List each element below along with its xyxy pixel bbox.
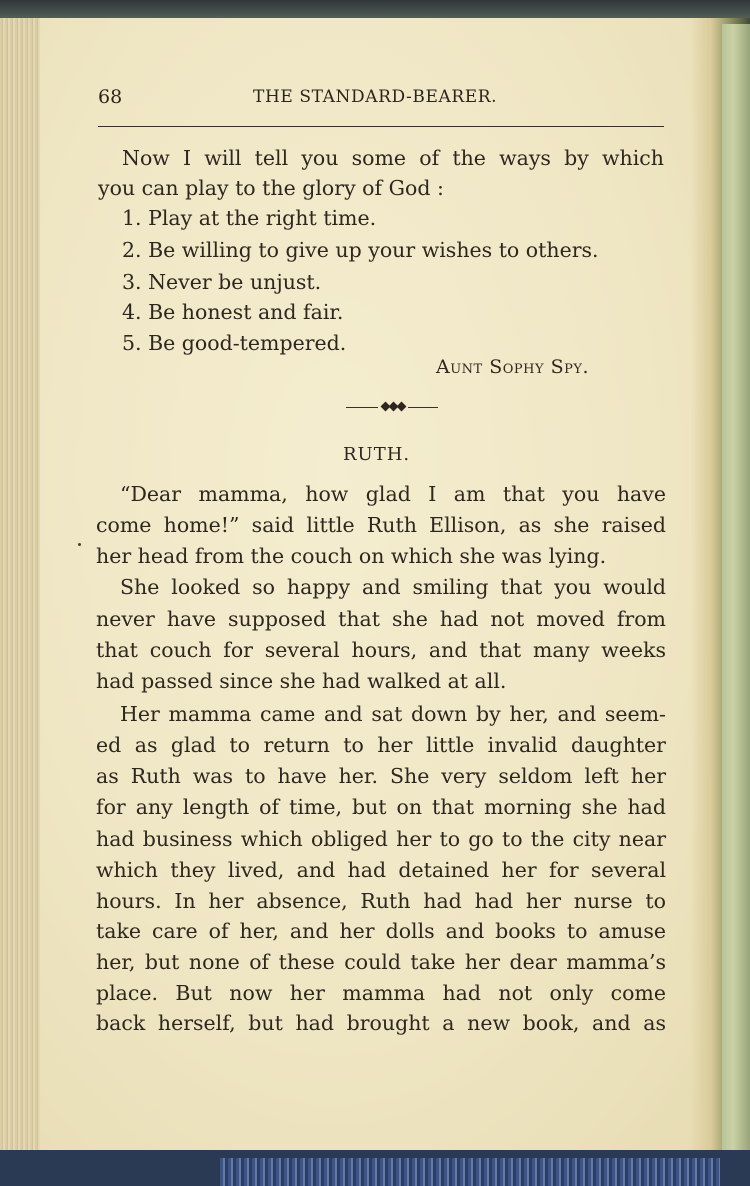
paragraph-line: hours. In her absence, Ruth had had her nurse to [96,889,666,913]
page-edges [0,18,40,1154]
intro-line: you can play to the glory of God : [98,176,444,200]
list-item: 2. Be willing to give up your wishes to others. [122,238,599,262]
paragraph-line: place. But now her mamma had not only come [96,981,666,1005]
running-head: THE STANDARD-BEARER. [253,87,498,107]
paragraph-line: her, but none of these could take her dear mamma’s [96,950,666,974]
paragraph-line: that couch for several hours, and that many weeks [96,638,666,662]
section-ornament [346,397,438,417]
paragraph-line: had passed since she had walked at all. [96,669,507,693]
list-item: 5. Be good-tempered. [122,331,347,355]
paragraph-line: for any length of time, but on that morning she had [96,795,666,819]
list-item: 1. Play at the right time. [122,206,377,230]
page-number: 68 [98,86,123,108]
intro-line: Now I will tell you some of the ways by which [122,146,664,170]
book-cover-pattern [220,1158,720,1186]
facing-page-edge [722,24,750,1154]
paragraph-line: ed as glad to return to her little invalid daughter [96,733,666,757]
paragraph-line: “Dear mamma, how glad I am that you have [120,482,666,506]
signature: Aunt Sophy Spy. [436,356,590,378]
paragraph-line: come home!” said little Ruth Ellison, as she raised [96,513,666,537]
ink-speck [78,543,81,546]
paragraph-line: never have supposed that she had not moved from [96,607,666,631]
paragraph-line: She looked so happy and smiling that you would [120,575,666,599]
page-header [98,86,664,116]
paragraph-line: as Ruth was to have her. She very seldom left her [96,764,666,788]
paragraph-line: which they lived, and had detained her for several [96,858,666,882]
header-rule [98,126,664,127]
paragraph-line: take care of her, and her dolls and books to amuse [96,919,666,943]
section-title: RUTH. [343,444,411,465]
paragraph-line: Her mamma came and sat down by her, and seem- [120,702,666,726]
paragraph-line: had business which obliged her to go to the city near [96,827,666,851]
paragraph-line: back herself, but had brought a new book, and as [96,1011,666,1035]
paragraph-line: her head from the couch on which she was lying. [96,544,607,568]
list-item: 4. Be honest and fair. [122,300,344,324]
list-item: 3. Never be unjust. [122,270,322,294]
